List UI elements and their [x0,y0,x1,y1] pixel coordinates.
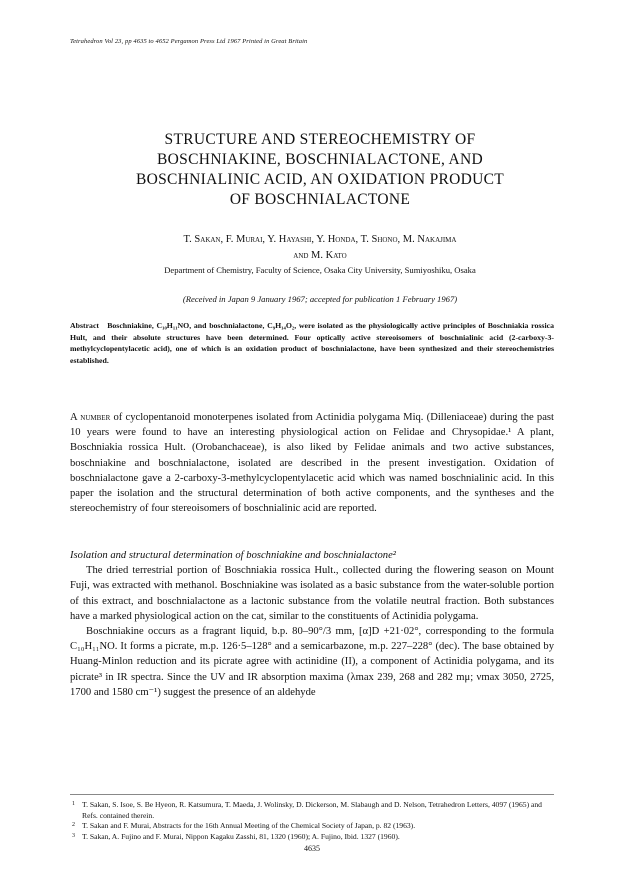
title-line: BOSCHNIALINIC ACID, AN OXIDATION PRODUCT [135,171,505,188]
authors-line-2: and M. Kato [293,250,347,261]
footnotes [70,800,554,842]
footnote [70,832,554,843]
footnote-rule [70,794,554,795]
footnote [70,800,554,821]
running-head: Tetrahedron Vol 23, pp 4635 to 4652 Pergamon Press Ltd 1967 Printed in Great Britain [70,38,308,45]
intro-text: of cyclopentanoid monoterpenes isolated from Actinidia polygama Miq. (Dilleniaceae) during the past 10 years were found to have an interesting physiological action on Felidae and Chrysopidae.¹ A plant, Boschniakia rossica Hult. (Orobanchaceae), is also liked by Felidae animals and two active substances, boschniakine and boschnialactone, isolated are described in the present investigation. Oxidation of boschnialactone gave a 2-carboxy-3-methylcyclopentylacetic acid which was named boschnialinic acid. In this paper the isolation and the structural determination of both active components, and the syntheses and the stereochemistry of four stereoisomers of boschnialinic acid are reported. [70,412,554,515]
footnote [70,821,554,832]
title-line: STRUCTURE AND STEREOCHEMISTRY OF [164,131,476,148]
footnote-number: 2 [72,822,75,829]
page-number: 4635 [304,844,320,853]
paragraph-boschniakine: Boschniakine occurs as a fragrant liquid, b.p. 80–90°/3 mm, [α]D +21·02°, corresponding to the formula C₁₀H₁₁NO. It forms a picrate, m.p. 126·5–128° and a semicarbazone, m.p. 227–228° (dec). The base obtained by Huang-Minlon reduction and its picrate agree with actinidine (II), a component of Actinidia polygama, and its picrate³ in IR spectra. Since the UV and IR absorption maxima (λmax 239, 268 and 282 mμ; νmax 3050, 2725, 1700 and 1580 cm⁻¹) suggest the presence of an aldehyde [70,626,554,698]
intro-paragraph [70,410,554,516]
author-list [60,232,580,264]
received-dates: (Received in Japan 9 January 1967; accepted for publication 1 February 1967) [182,294,458,304]
title-line: BOSCHNIAKINE, BOSCHNIALACTONE, AND [157,151,483,168]
footnote-text: T. Sakan, A. Fujino and F. Murai, Nippon Kagaku Zasshi, 81, 1320 (1960); A. Fujino, Ibid. 1327 (1960). [82,831,400,841]
section-heading: Isolation and structural determination of boschniakine and boschnialactone² [70,550,396,561]
footnote-text: T. Sakan, S. Isoe, S. Be Hyeon, R. Katsumura, T. Maeda, J. Wolinsky, D. Dickerson, M. Slabaugh and D. Nelson, Tetrahedron Letters, 4097 (1965) and Refs. contained therein. [82,800,542,820]
abstract-label: Abstract [70,321,100,330]
footnote-text: T. Sakan and F. Murai, Abstracts for the 16th Annual Meeting of the Chemical Society of Japan, p. 82 (1963). [82,821,416,831]
paragraph-isolation: The dried terrestrial portion of Boschniakia rossica Hult., collected during the flowering season on Mount Fuji, was extracted with methanol. Boschniakine was isolated as a basic substance from the water-soluble portion of this extract, and boschnialactone as a lactonic substance from the volatile neutral fraction. Both substances have a marked physiological action on the cat, similar to the constituents of Actinidia polygama. [70,565,554,622]
abstract [70,320,554,366]
intro-lead: A number [70,412,111,423]
section-body [70,548,554,700]
affiliation: Department of Chemistry, Faculty of Science, Osaka City University, Sumiyoshiku, Osaka [164,265,476,275]
footnote-number: 3 [72,832,75,839]
footnote-number: 1 [72,801,75,807]
abstract-text: Boschniakine, C₁₀H₁₁NO, and boschnialactone, C₉H₁₄O₂, were isolated as the physiologically active principles of Boschniakia rossica Hult, and their absolute structures have been determined. Four optically active stereoisomers of boschnialinic acid (2-carboxy-3-methylcyclopentylacetic acid), one of which is an oxidation product of boschnialactone, have been synthesized and their stereochemistries established. [70,321,554,365]
authors-line-1: T. Sakan, F. Murai, Y. Hayashi, Y. Honda, T. Shono, M. Nakajima [183,234,457,245]
article-title [80,130,560,210]
title-line: OF BOSCHNIALACTONE [229,191,411,208]
